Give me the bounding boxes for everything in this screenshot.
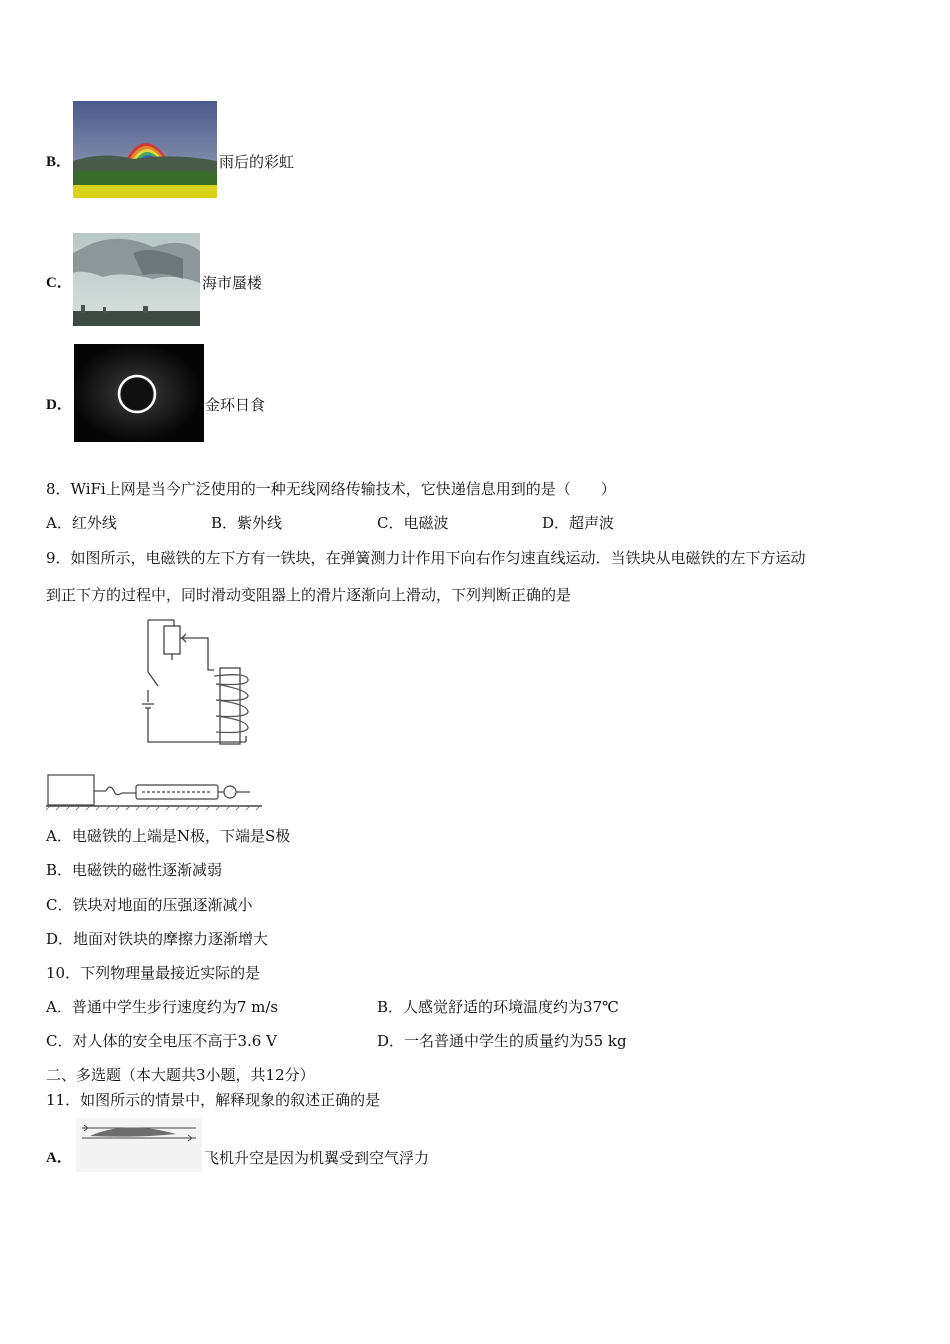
q8-stem: 8．WiFi上网是当今广泛使用的一种无线网络传输技术，它快递信息用到的是（ ） [46, 480, 616, 498]
q8-option-b: B．紫外线 [211, 514, 283, 532]
electromagnet-circuit-diagram-icon [130, 612, 260, 754]
q9-stem-line1: 9．如图所示，电磁铁的左下方有一铁块，在弹簧测力计作用下向右作匀速直线运动．当铁块从电磁铁的左下方运动 [46, 549, 806, 567]
annular-eclipse-photo-icon [74, 344, 204, 442]
q7-option-c-caption: 海市蜃楼 [202, 274, 263, 292]
q8-option-a: A．红外线 [46, 514, 117, 532]
q9-option-d: D．地面对铁块的摩擦力逐渐增大 [46, 930, 269, 948]
q7-option-b-label: B． [46, 154, 72, 170]
q7-option-b-caption: 雨后的彩虹 [219, 153, 295, 171]
mirage-photo-icon [73, 233, 200, 326]
section-title: 二、多选题（本大题共3小题，共12分） [46, 1066, 315, 1084]
q9-stem-line2: 到正下方的过程中，同时滑动变阻器上的滑片逐渐向上滑动，下列判断正确的是 [46, 586, 572, 604]
q9-option-a: A．电磁铁的上端是N极，下端是S极 [46, 827, 291, 845]
q11-option-a-label: A． [46, 1150, 72, 1166]
q7-option-d-label: D． [46, 397, 72, 413]
q8-option-d: D．超声波 [542, 514, 615, 532]
q7-option-d-caption: 金环日食 [205, 396, 266, 414]
q11-option-a-caption: 飞机升空是因为机翼受到空气浮力 [204, 1149, 430, 1167]
rainbow-photo-icon [73, 101, 217, 198]
airplane-wing-airflow-diagram-icon [76, 1118, 202, 1172]
q9-option-c: C．铁块对地面的压强逐渐减小 [46, 896, 253, 914]
q11-stem: 11．如图所示的情景中，解释现象的叙述正确的是 [46, 1091, 381, 1109]
q10-stem: 10．下列物理量最接近实际的是 [46, 964, 261, 982]
q7-option-c-label: C． [46, 275, 72, 291]
q8-option-c: C．电磁波 [377, 514, 449, 532]
q9-option-b: B．电磁铁的磁性逐渐减弱 [46, 861, 223, 879]
q10-option-c: C．对人体的安全电压不高于3.6 V [46, 1032, 277, 1050]
iron-block-spring-scale-diagram-icon [46, 773, 262, 811]
q10-option-a: A．普通中学生步行速度约为7 m/s [46, 998, 279, 1016]
q10-option-b: B．人感觉舒适的环境温度约为37℃ [377, 998, 619, 1016]
q10-option-d: D．一名普通中学生的质量约为55 kg [377, 1032, 627, 1050]
